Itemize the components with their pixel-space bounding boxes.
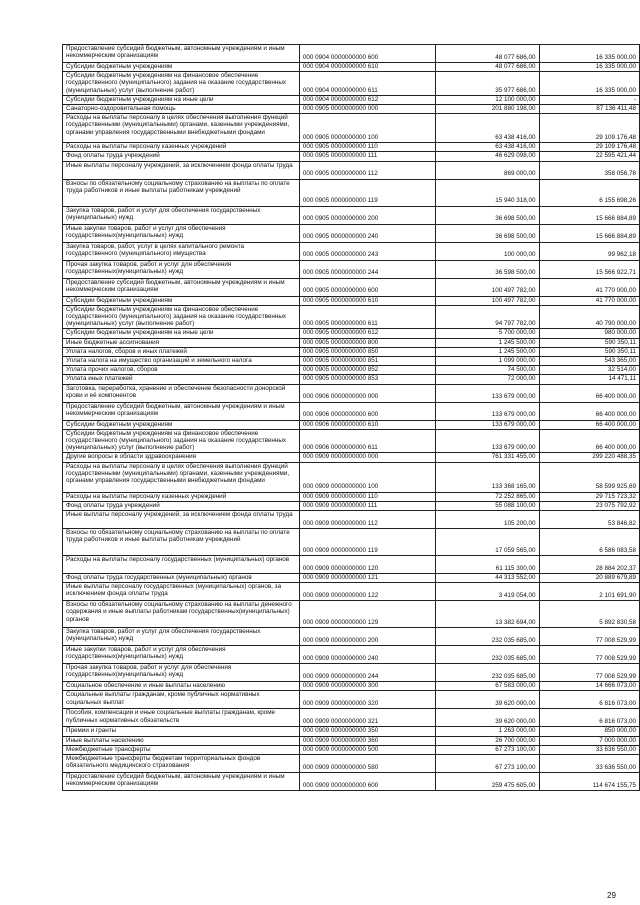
row-approved-cell: 46 629 098,00 — [436, 152, 539, 161]
table-row — [63, 574, 640, 583]
row-code-cell: 000 0909 0000000000 321 — [299, 709, 435, 727]
row-name-cell: Иные выплаты персоналу учреждений, за исключением фонда оплаты труда — [63, 511, 300, 529]
row-name-cell: Субсидии бюджетным учреждениям на финансовое обеспечение государственного (муниципального) задания на оказание государственных (муниципальных) услуг (выполнение работ) — [63, 429, 300, 453]
table-row — [63, 682, 640, 691]
row-name-cell: Взносы по обязательному социальному страхованию на выплаты денежного содержания и иные выплаты работникам государственных(муниципальных) органов — [63, 601, 300, 628]
row-executed-cell: 358 056,78 — [539, 161, 639, 179]
row-approved-cell: 232 035 685,00 — [436, 646, 539, 664]
row-name-cell: Закупка товаров, работ и услуг для обеспечения государственных (муниципальных) нужд — [63, 628, 300, 646]
row-name-cell: Субсидии бюджетным учреждениям — [63, 420, 300, 429]
row-approved-cell: 105 200,00 — [436, 511, 539, 529]
row-approved-cell: 72 000,00 — [436, 375, 539, 384]
row-name-cell: Расходы на выплаты персоналу в целях обеспечения выполнения функций государственными (муниципальными) органами, казенными учреждениями, органами управления государственными внебюджетными фондами — [63, 462, 300, 492]
row-code-cell: 000 0905 0000000000 852 — [299, 366, 435, 375]
table-row — [63, 583, 640, 601]
table-row — [63, 224, 640, 242]
row-approved-cell: 232 035 685,00 — [436, 628, 539, 646]
row-approved-cell: 12 100 000,00 — [436, 95, 539, 104]
table-row — [63, 736, 640, 745]
row-executed-cell: 41 770 000,00 — [539, 296, 639, 305]
row-executed-cell: 15 666 884,89 — [539, 224, 639, 242]
row-executed-cell: 16 335 000,00 — [539, 45, 639, 63]
row-name-cell: Субсидии бюджетным учреждениям на финансовое обеспечение государственного (муниципального) задания на оказание государственных (муниципальных) услуг (выполнение работ) — [63, 305, 300, 329]
table-row — [63, 709, 640, 727]
row-approved-cell: 94 797 782,00 — [436, 305, 539, 329]
row-name-cell: Санаторно-оздоровительная помощь — [63, 105, 300, 114]
row-code-cell: 000 0909 0000000000 122 — [299, 583, 435, 601]
row-code-cell: 000 0905 0000000000 243 — [299, 242, 435, 260]
row-approved-cell: 36 698 500,00 — [436, 224, 539, 242]
row-name-cell: Субсидии бюджетным учреждениям — [63, 63, 300, 72]
table-row — [63, 727, 640, 736]
row-approved-cell: 133 679 000,00 — [436, 402, 539, 420]
row-name-cell: Заготовка, переработка, хранение и обеспечение безопасности донорской крови и её компонентов — [63, 384, 300, 402]
row-code-cell: 000 0905 0000000000 111 — [299, 152, 435, 161]
row-name-cell: Иные закупки товаров, работ и услуг для обеспечения государственных(муниципальных) нужд — [63, 224, 300, 242]
row-approved-cell: 133 679 000,00 — [436, 429, 539, 453]
row-name-cell: Фонд оплаты труда государственных (муниципальных) органов — [63, 574, 300, 583]
table-row — [63, 664, 640, 682]
row-executed-cell: 66 400 000,00 — [539, 384, 639, 402]
row-executed-cell: - — [539, 95, 639, 104]
row-name-cell: Предоставление субсидий бюджетным, автономным учреждениям и иным некоммерческим организациям — [63, 45, 300, 63]
row-code-cell: 000 0905 0000000000 244 — [299, 260, 435, 278]
row-name-cell: Фонд оплаты труда учреждений — [63, 501, 300, 510]
row-name-cell: Иные выплаты персоналу государственных (муниципальных) органов, за исключением фонда оплаты труда — [63, 583, 300, 601]
row-code-cell: 000 0905 0000000000 800 — [299, 338, 435, 347]
row-name-cell: Предоставление субсидий бюджетным, автономным учреждениям и иным некоммерческим организациям — [63, 773, 300, 791]
row-name-cell: Иные бюджетные ассигнования — [63, 338, 300, 347]
row-executed-cell: 5 892 830,58 — [539, 601, 639, 628]
table-row — [63, 105, 640, 114]
row-executed-cell: 58 599 925,69 — [539, 462, 639, 492]
row-name-cell: Закупка товаров, работ, услуг в целях капитального ремонта государственного (муниципального) имущества — [63, 242, 300, 260]
row-code-cell: 000 0909 0000000000 200 — [299, 628, 435, 646]
table-row — [63, 420, 640, 429]
row-executed-cell: 6 586 083,58 — [539, 529, 639, 556]
row-name-cell: Расходы на выплаты персоналу казенных учреждений — [63, 492, 300, 501]
row-executed-cell: 980 000,00 — [539, 329, 639, 338]
table-row — [63, 347, 640, 356]
row-name-cell: Фонд оплаты труда учреждений — [63, 152, 300, 161]
row-name-cell: Межбюджетные трансферты бюджетам территориальных фондов обязательного медицинского страхования — [63, 755, 300, 773]
table-row — [63, 773, 640, 791]
table-row — [63, 691, 640, 709]
table-row — [63, 745, 640, 754]
row-name-cell: Уплата налогов, сборов и иных платежей — [63, 347, 300, 356]
row-name-cell: Прочая закупка товаров, работ и услуг для обеспечения государственных(муниципальных) нужд — [63, 664, 300, 682]
row-executed-cell: 28 884 202,37 — [539, 556, 639, 574]
row-executed-cell: 33 636 550,00 — [539, 745, 639, 754]
row-executed-cell: 29 715 723,32 — [539, 492, 639, 501]
row-executed-cell: 114 674 155,75 — [539, 773, 639, 791]
row-code-cell: 000 0905 0000000000 000 — [299, 105, 435, 114]
row-code-cell: 000 0905 0000000000 850 — [299, 347, 435, 356]
row-executed-cell: 590 350,11 — [539, 338, 639, 347]
row-approved-cell: 761 331 455,00 — [436, 453, 539, 462]
row-name-cell: Уплата прочих налогов, сборов — [63, 366, 300, 375]
row-name-cell: Прочая закупка товаров, работ и услуг для обеспечения государственных(муниципальных) нужд — [63, 260, 300, 278]
row-approved-cell: 36 698 500,00 — [436, 206, 539, 224]
table-row — [63, 646, 640, 664]
row-approved-cell: 1 245 500,00 — [436, 347, 539, 356]
row-executed-cell: 41 770 000,00 — [539, 278, 639, 296]
table-row — [63, 260, 640, 278]
row-name-cell: Иные выплаты населению — [63, 736, 300, 745]
row-code-cell: 000 0906 0000000000 611 — [299, 429, 435, 453]
row-executed-cell: 299 220 488,35 — [539, 453, 639, 462]
row-code-cell: 000 0904 0000000000 611 — [299, 72, 435, 96]
row-code-cell: 000 0909 0000000000 100 — [299, 462, 435, 492]
row-executed-cell: 77 008 529,99 — [539, 646, 639, 664]
table-row — [63, 375, 640, 384]
table-row — [63, 72, 640, 96]
row-approved-cell: 13 382 694,00 — [436, 601, 539, 628]
row-executed-cell: 2 101 691,90 — [539, 583, 639, 601]
row-executed-cell: 53 846,82 — [539, 511, 639, 529]
row-code-cell: 000 0909 0000000000 120 — [299, 556, 435, 574]
table-row — [63, 329, 640, 338]
table-row — [63, 114, 640, 143]
row-executed-cell: 7 000 000,00 — [539, 736, 639, 745]
row-approved-cell: 232 035 685,00 — [436, 664, 539, 682]
row-executed-cell: 33 636 550,00 — [539, 755, 639, 773]
row-code-cell: 000 0905 0000000000 853 — [299, 375, 435, 384]
row-approved-cell: 15 940 318,00 — [436, 179, 539, 206]
table-row — [63, 206, 640, 224]
row-code-cell: 000 0905 0000000000 611 — [299, 305, 435, 329]
row-name-cell: Иные закупки товаров, работ и услуг для обеспечения государственных(муниципальных) нужд — [63, 646, 300, 664]
row-executed-cell: 16 335 000,00 — [539, 72, 639, 96]
row-approved-cell: 67 273 100,00 — [436, 755, 539, 773]
row-approved-cell: 100 000,00 — [436, 242, 539, 260]
row-code-cell: 000 0905 0000000000 610 — [299, 296, 435, 305]
table-row — [63, 402, 640, 420]
row-code-cell: 000 0906 0000000000 000 — [299, 384, 435, 402]
row-name-cell: Социальное обеспечение и иные выплаты населению — [63, 682, 300, 691]
row-approved-cell: 44 313 552,00 — [436, 574, 539, 583]
table-row — [63, 529, 640, 556]
row-code-cell: 000 0905 0000000000 119 — [299, 179, 435, 206]
table-row — [63, 305, 640, 329]
row-approved-cell: 36 598 500,00 — [436, 260, 539, 278]
row-code-cell: 000 0905 0000000000 240 — [299, 224, 435, 242]
row-approved-cell: 67 273 100,00 — [436, 745, 539, 754]
row-code-cell: 000 0909 0000000000 500 — [299, 745, 435, 754]
table-row — [63, 628, 640, 646]
budget-table — [62, 44, 640, 791]
row-approved-cell: 1 263 000,00 — [436, 727, 539, 736]
row-code-cell: 000 0904 0000000000 600 — [299, 45, 435, 63]
row-code-cell: 000 0905 0000000000 851 — [299, 357, 435, 366]
table-row — [63, 601, 640, 628]
row-code-cell: 000 0909 0000000000 244 — [299, 664, 435, 682]
row-approved-cell: 72 252 865,00 — [436, 492, 539, 501]
row-approved-cell: 3 419 054,00 — [436, 583, 539, 601]
row-executed-cell: 6 816 073,00 — [539, 709, 639, 727]
row-approved-cell: 55 088 100,00 — [436, 501, 539, 510]
table-row — [63, 462, 640, 492]
table-row — [63, 453, 640, 462]
table-row — [63, 492, 640, 501]
table-row — [63, 143, 640, 152]
row-approved-cell: 17 059 565,00 — [436, 529, 539, 556]
row-name-cell: Предоставление субсидий бюджетным, автономным учреждениям и иным некоммерческим организациям — [63, 402, 300, 420]
budget-table-body — [63, 45, 640, 791]
row-executed-cell: 66 400 000,00 — [539, 429, 639, 453]
table-row — [63, 296, 640, 305]
row-executed-cell: 15 566 922,71 — [539, 260, 639, 278]
row-name-cell: Уплата налога на имущество организаций и земельного налога — [63, 357, 300, 366]
table-row — [63, 179, 640, 206]
row-executed-cell: 543 365,00 — [539, 357, 639, 366]
row-executed-cell: 66 400 000,00 — [539, 402, 639, 420]
table-row — [63, 161, 640, 179]
row-executed-cell: 87 136 411,48 — [539, 105, 639, 114]
row-name-cell: Взносы по обязательному социальному страхованию на выплаты по оплате труда работников и иные выплаты работникам учреждений — [63, 529, 300, 556]
row-name-cell: Расходы на выплаты персоналу казенных учреждений — [63, 143, 300, 152]
row-name-cell: Субсидии бюджетным учреждениям на иные цели — [63, 329, 300, 338]
row-approved-cell: 100 497 782,00 — [436, 278, 539, 296]
row-code-cell: 000 0909 0000000000 110 — [299, 492, 435, 501]
row-code-cell: 000 0909 0000000000 240 — [299, 646, 435, 664]
row-executed-cell: 15 666 884,89 — [539, 206, 639, 224]
row-name-cell: Пособия, компенсации и иные социальные выплаты гражданам, кроме публичных нормативных обязательств — [63, 709, 300, 727]
row-executed-cell: 850 000,00 — [539, 727, 639, 736]
row-name-cell: Межбюджетные трансферты — [63, 745, 300, 754]
row-name-cell: Субсидии бюджетным учреждениям — [63, 296, 300, 305]
row-name-cell: Премии и гранты — [63, 727, 300, 736]
row-executed-cell: 77 008 529,99 — [539, 628, 639, 646]
table-row — [63, 63, 640, 72]
table-row — [63, 501, 640, 510]
row-code-cell: 000 0909 0000000000 580 — [299, 755, 435, 773]
page-number: 29 — [607, 891, 616, 900]
row-code-cell: 000 0904 0000000000 610 — [299, 63, 435, 72]
row-code-cell: 000 0905 0000000000 600 — [299, 278, 435, 296]
row-code-cell: 000 0909 0000000000 129 — [299, 601, 435, 628]
row-executed-cell: 23 075 792,92 — [539, 501, 639, 510]
row-approved-cell: 869 000,00 — [436, 161, 539, 179]
row-executed-cell: 22 595 421,44 — [539, 152, 639, 161]
row-approved-cell: 133 368 165,00 — [436, 462, 539, 492]
row-name-cell: Уплата иных платежей — [63, 375, 300, 384]
row-code-cell: 000 0909 0000000000 000 — [299, 453, 435, 462]
row-executed-cell: 590 350,11 — [539, 347, 639, 356]
row-name-cell: Закупка товаров, работ и услуг для обеспечения государственных (муниципальных) нужд — [63, 206, 300, 224]
table-row — [63, 45, 640, 63]
table-row — [63, 242, 640, 260]
row-approved-cell: 74 500,00 — [436, 366, 539, 375]
row-code-cell: 000 0906 0000000000 610 — [299, 420, 435, 429]
row-name-cell: Расходы на выплаты персоналу в целях обеспечения выполнения функций государственными (муниципальными) органами, казенными учреждениями, органами управления государственными внебюджетными фондами — [63, 114, 300, 143]
row-executed-cell: 99 962,18 — [539, 242, 639, 260]
row-approved-cell: 201 880 198,00 — [436, 105, 539, 114]
row-executed-cell: 6 816 073,00 — [539, 691, 639, 709]
row-code-cell: 000 0909 0000000000 121 — [299, 574, 435, 583]
row-approved-cell: 5 700 000,00 — [436, 329, 539, 338]
row-approved-cell: 39 620 000,00 — [436, 691, 539, 709]
row-code-cell: 000 0909 0000000000 350 — [299, 727, 435, 736]
row-name-cell: Социальные выплаты гражданам, кроме публичных нормативных социальных выплат — [63, 691, 300, 709]
row-approved-cell: 259 475 605,00 — [436, 773, 539, 791]
table-row — [63, 95, 640, 104]
row-code-cell: 000 0909 0000000000 300 — [299, 682, 435, 691]
table-row — [63, 429, 640, 453]
table-row — [63, 755, 640, 773]
row-approved-cell: 35 977 686,00 — [436, 72, 539, 96]
row-name-cell: Субсидии бюджетным учреждениям на иные цели — [63, 95, 300, 104]
row-code-cell: 000 0909 0000000000 600 — [299, 773, 435, 791]
row-approved-cell: 26 700 000,00 — [436, 736, 539, 745]
row-name-cell: Предоставление субсидий бюджетным, автономным учреждениям и иным некоммерческим организациям — [63, 278, 300, 296]
row-code-cell: 000 0909 0000000000 111 — [299, 501, 435, 510]
row-name-cell: Другие вопросы в области здравоохранения — [63, 453, 300, 462]
row-code-cell: 000 0905 0000000000 110 — [299, 143, 435, 152]
row-approved-cell: 100 497 782,00 — [436, 296, 539, 305]
row-executed-cell: 14 471,11 — [539, 375, 639, 384]
table-row — [63, 278, 640, 296]
row-approved-cell: 1 099 000,00 — [436, 357, 539, 366]
row-approved-cell: 48 077 686,00 — [436, 45, 539, 63]
table-row — [63, 338, 640, 347]
row-code-cell: 000 0909 0000000000 360 — [299, 736, 435, 745]
row-name-cell: Субсидии бюджетным учреждениям на финансовое обеспечение государственного (муниципального) задания на оказание государственных (муниципальных) услуг (выполнение работ) — [63, 72, 300, 96]
table-row — [63, 511, 640, 529]
row-code-cell: 000 0909 0000000000 320 — [299, 691, 435, 709]
row-code-cell: 000 0909 0000000000 112 — [299, 511, 435, 529]
row-approved-cell: 63 438 416,00 — [436, 114, 539, 143]
row-code-cell: 000 0905 0000000000 612 — [299, 329, 435, 338]
row-executed-cell: 32 514,00 — [539, 366, 639, 375]
row-approved-cell: 133 679 000,00 — [436, 420, 539, 429]
row-approved-cell: 48 077 686,00 — [436, 63, 539, 72]
row-code-cell: 000 0909 0000000000 119 — [299, 529, 435, 556]
row-executed-cell: 20 889 679,89 — [539, 574, 639, 583]
row-name-cell: Иные выплаты персоналу учреждений, за исключением фонда оплаты труда — [63, 161, 300, 179]
row-name-cell: Взносы по обязательному социальному страхованию на выплаты по оплате труда работников и иные выплаты работникам учреждений — [63, 179, 300, 206]
row-executed-cell: 16 335 000,00 — [539, 63, 639, 72]
row-approved-cell: 61 115 300,00 — [436, 556, 539, 574]
row-executed-cell: 40 790 000,00 — [539, 305, 639, 329]
row-name-cell: Расходы на выплаты персоналу государственных (муниципальных) органов — [63, 556, 300, 574]
table-row — [63, 556, 640, 574]
row-code-cell: 000 0904 0000000000 612 — [299, 95, 435, 104]
row-approved-cell: 133 679 000,00 — [436, 384, 539, 402]
row-executed-cell: 29 109 176,48 — [539, 143, 639, 152]
row-approved-cell: 63 438 416,00 — [436, 143, 539, 152]
row-code-cell: 000 0905 0000000000 100 — [299, 114, 435, 143]
row-approved-cell: 67 583 000,00 — [436, 682, 539, 691]
row-executed-cell: 6 155 698,26 — [539, 179, 639, 206]
table-row — [63, 152, 640, 161]
row-executed-cell: 29 109 176,48 — [539, 114, 639, 143]
table-row — [63, 366, 640, 375]
row-approved-cell: 39 620 000,00 — [436, 709, 539, 727]
row-executed-cell: 66 400 000,00 — [539, 420, 639, 429]
table-row — [63, 384, 640, 402]
row-code-cell: 000 0905 0000000000 112 — [299, 161, 435, 179]
row-code-cell: 000 0906 0000000000 600 — [299, 402, 435, 420]
row-executed-cell: 14 666 073,00 — [539, 682, 639, 691]
row-approved-cell: 1 245 500,00 — [436, 338, 539, 347]
row-executed-cell: 77 008 529,99 — [539, 664, 639, 682]
row-code-cell: 000 0905 0000000000 200 — [299, 206, 435, 224]
table-row — [63, 357, 640, 366]
